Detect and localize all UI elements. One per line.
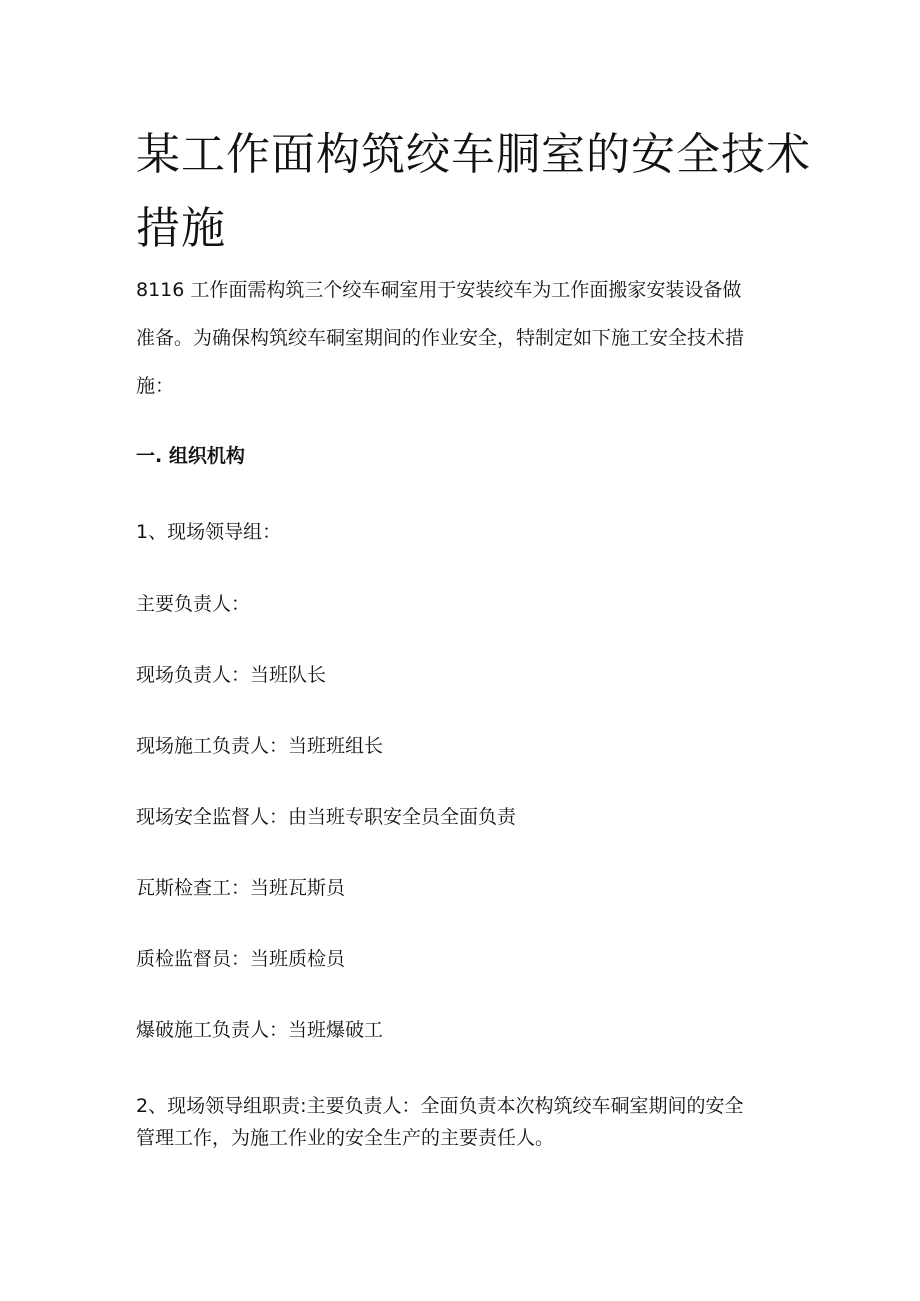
document-title — [136, 118, 811, 266]
title-line: 措施 — [136, 203, 226, 254]
role-line-site-leader: 现场负责人：当班队长 — [136, 664, 327, 686]
duties-line: 管理工作，为施工作业的安全生产的主要责任人。 — [136, 1127, 555, 1149]
role-line-quality-supervisor: 质检监督员：当班质检员 — [136, 948, 346, 970]
subheading-leadership-group: 1、现场领导组： — [136, 521, 282, 543]
role-line-gas-inspector: 瓦斯检查工：当班瓦斯员 — [136, 877, 346, 899]
duties-paragraph — [136, 1090, 796, 1154]
duties-line: 2、现场领导组职责:主要负责人：全面负责本次构筑绞车硐室期间的安全 — [136, 1095, 744, 1117]
intro-line: 施： — [136, 375, 175, 397]
intro-paragraph — [136, 266, 796, 410]
role-line-construction-leader: 现场施工负责人：当班班组长 — [136, 735, 384, 757]
intro-line: 8116 工作面需构筑三个绞车硐室用于安装绞车为工作面搬家安装设备做 — [136, 279, 742, 301]
intro-line: 准备。为确保构筑绞车硐室期间的作业安全，特制定如下施工安全技术措 — [136, 327, 745, 349]
role-line-main-leader: 主要负责人： — [136, 593, 251, 615]
title-line: 某工作面构筑绞车胴室的安全技术 — [136, 129, 811, 180]
role-line-blasting-leader: 爆破施工负责人：当班爆破工 — [136, 1019, 384, 1041]
role-line-safety-supervisor: 现场安全监督人：由当班专职安全员全面负责 — [136, 806, 517, 828]
section-heading: 一. 组织机构 — [136, 445, 245, 467]
